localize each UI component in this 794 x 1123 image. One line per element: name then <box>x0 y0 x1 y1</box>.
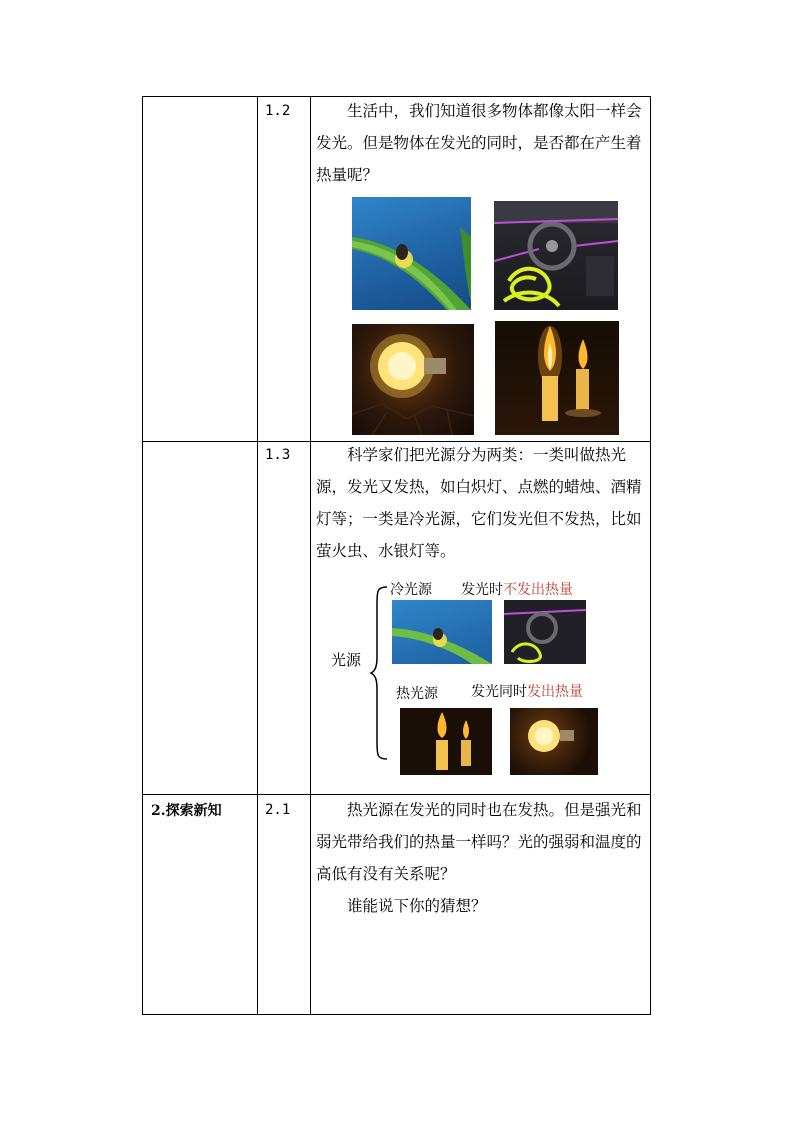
light-bulb-thumbnail <box>510 708 598 775</box>
cold-source-desc <box>461 579 573 599</box>
row-number: 1.2 <box>265 103 291 119</box>
row-number: 2.1 <box>265 802 291 818</box>
candles-photo <box>495 321 619 435</box>
cold-source-label: 冷光源 <box>390 582 432 598</box>
row-text <box>316 95 650 191</box>
firefly-photo <box>352 197 471 310</box>
column-divider <box>310 97 311 1014</box>
paragraph: 生活中，我们知道很多物体都像太阳一样会发光。但是物体在发光的同时，是否都在产生着热量呢？ <box>316 102 642 184</box>
hot-source-label: 热光源 <box>396 686 438 702</box>
desc-highlight: 不发出热量 <box>503 582 573 598</box>
paragraph: 热光源在发光的同时也在发热。但是强光和弱光带给我们的热量一样吗？光的强弱和温度的高低有没有关系呢？ <box>316 801 642 883</box>
paragraph: 谁能说下你的猜想？ <box>347 897 487 915</box>
light-bulb-photo <box>352 324 474 435</box>
diagram-root-label: 光源 <box>331 651 362 669</box>
firefly-thumbnail <box>392 600 492 664</box>
car-interior-photo <box>494 201 618 310</box>
row-number: 1.3 <box>265 447 291 463</box>
desc-highlight: 发出热量 <box>527 684 583 700</box>
candles-thumbnail <box>400 708 492 775</box>
desc-prefix: 发光时 <box>461 582 503 598</box>
hot-source-desc <box>471 681 583 701</box>
section-label: 2.探索新知 <box>151 803 222 819</box>
column-divider <box>257 97 258 1014</box>
lesson-table <box>142 96 651 1015</box>
brace-icon <box>369 585 391 761</box>
desc-prefix: 发光同时 <box>471 684 527 700</box>
paragraph: 科学家们把光源分为两类：一类叫做热光源，发光又发热，如白炽灯、点燃的蜡烛、酒精灯等；一类是冷光源，它们发光但不发热，比如萤火虫、水银灯等。 <box>316 446 642 560</box>
row-text <box>316 439 650 567</box>
car-interior-thumbnail <box>504 600 586 664</box>
row-text <box>316 794 650 922</box>
